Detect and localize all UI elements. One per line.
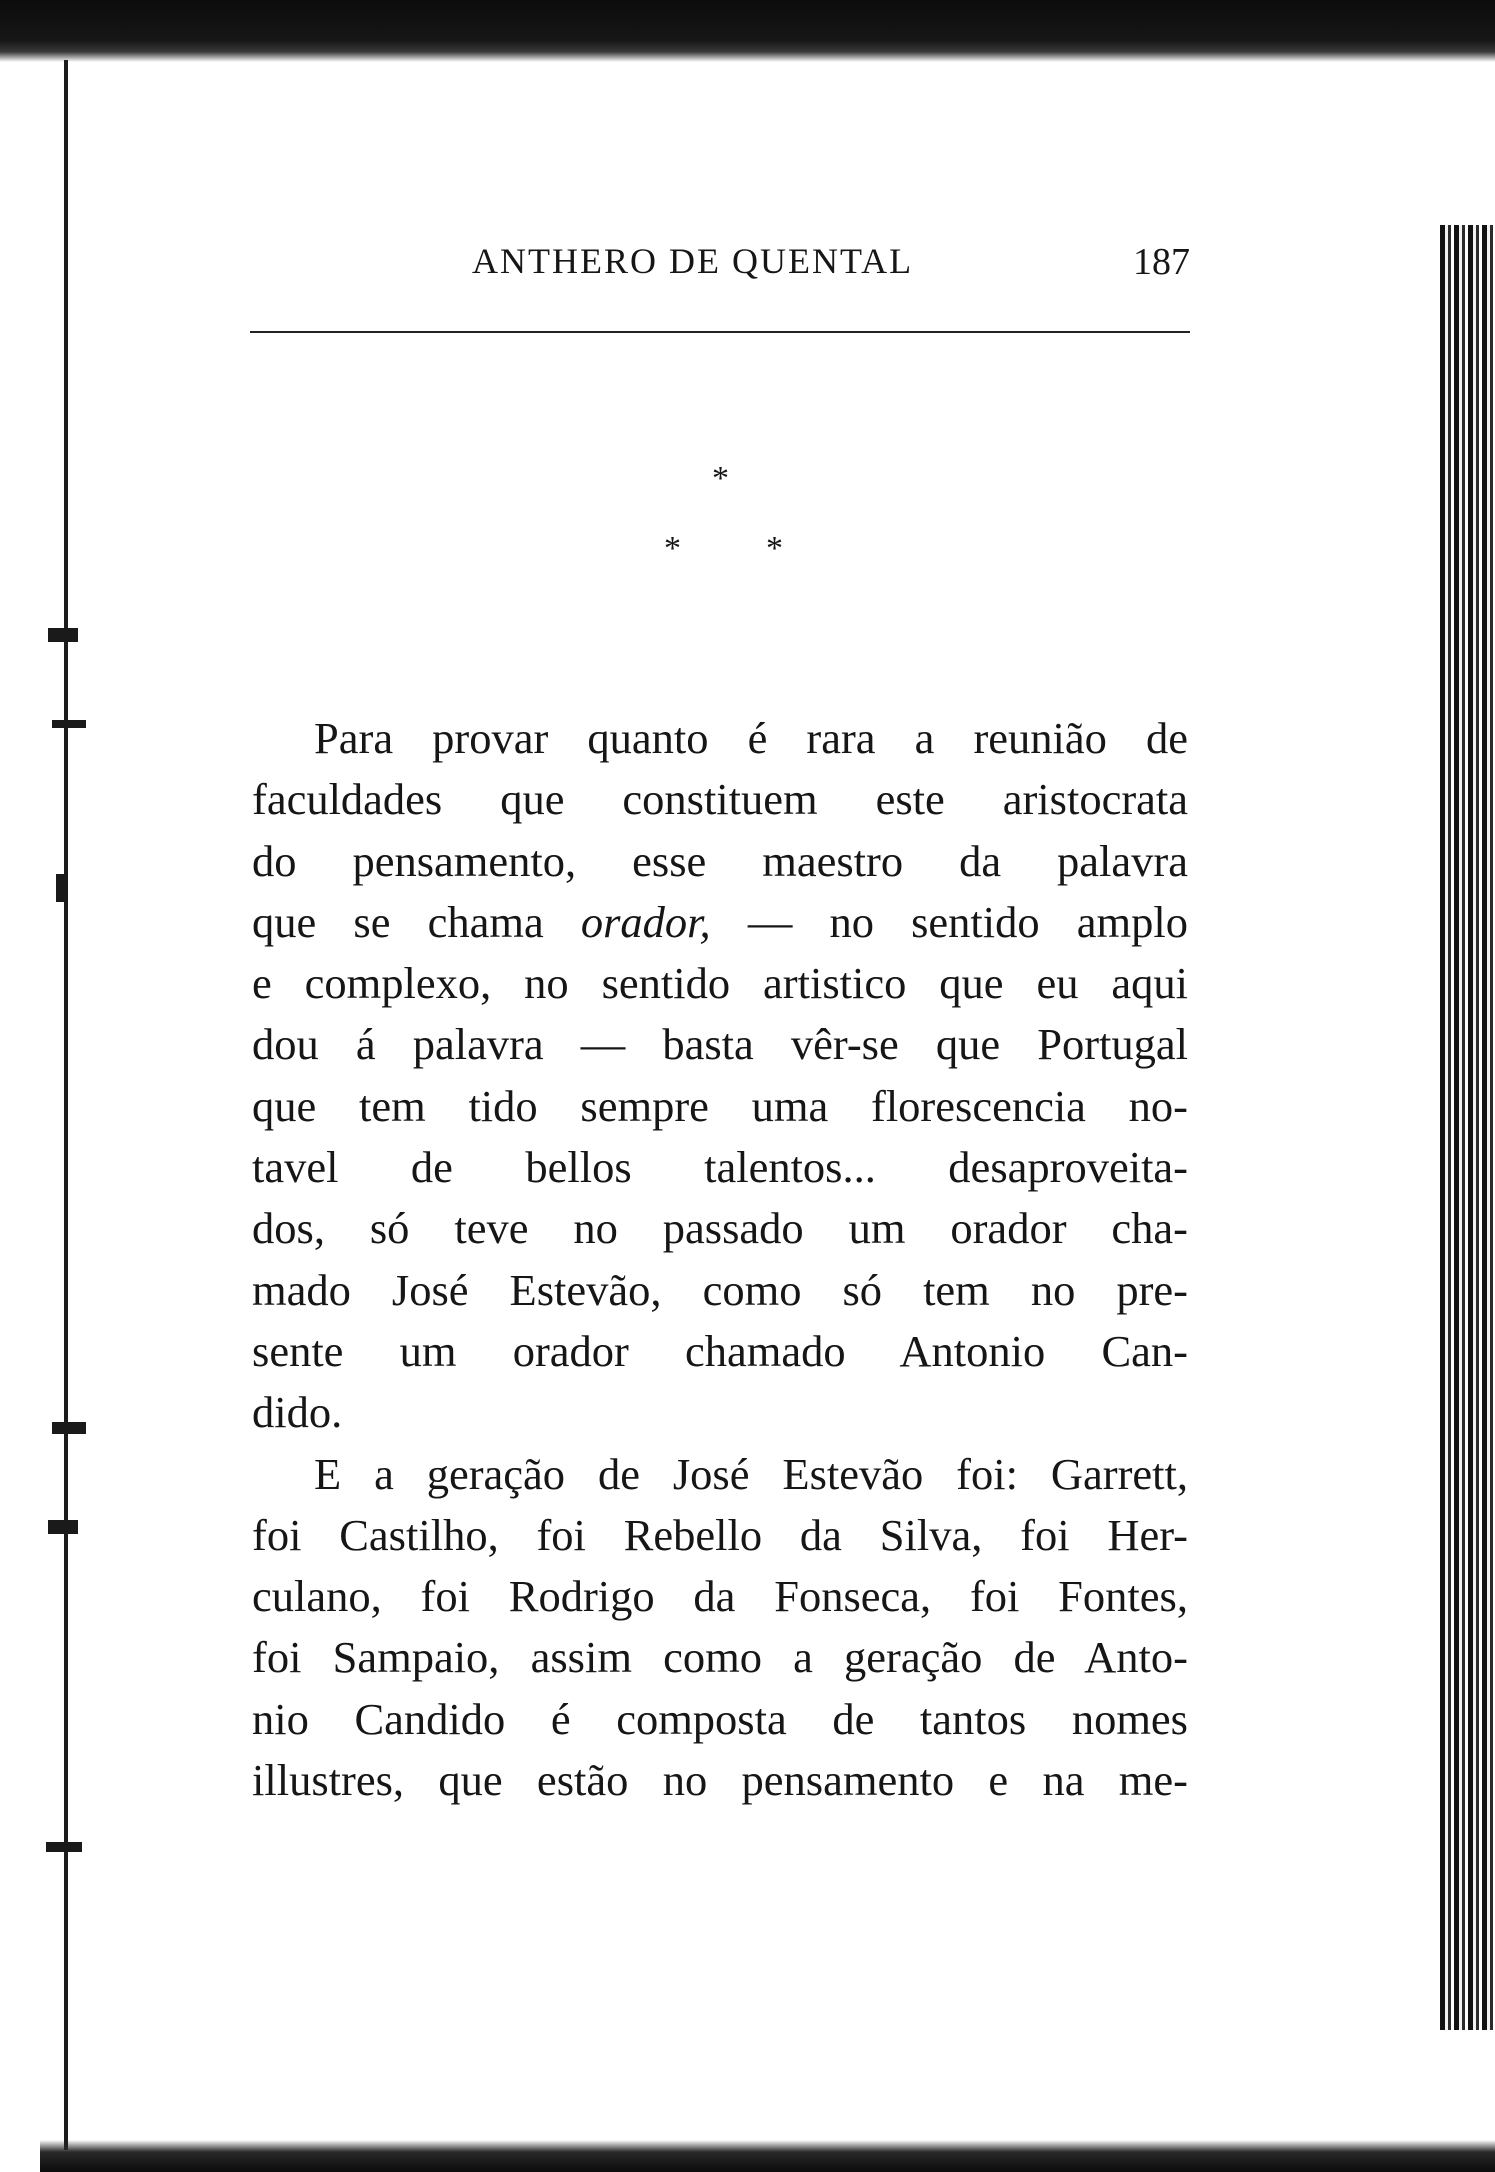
text-line: tavel de bellos talentos... desaproveita- [252,1142,1188,1193]
text-segment: que se chama [252,896,581,947]
italic-word: orador, [580,896,711,947]
text-line: dido. [252,1387,343,1438]
text-line: mado José Estevão, como só tem no pre- [252,1264,1188,1315]
header-rule [250,331,1190,333]
text-line: culano, foi Rodrigo da Fonseca, foi Fontes, [252,1571,1188,1622]
text-line: dos, só teve no passado um orador cha- [252,1203,1188,1254]
section-asterism [620,460,820,570]
asterism-left: * [664,530,681,567]
text-line: E a geração de José Estevão foi: Garrett, [314,1448,1188,1499]
text-segment: — no sentido amplo [710,896,1189,947]
page-number: 187 [1133,241,1190,283]
text-line [252,892,1188,953]
text-line: foi Castilho, foi Rebello da Silva, foi Her- [252,1509,1188,1560]
running-title: ANTHERO DE QUENTAL [472,241,914,281]
text-line: do pensamento, esse maestro da palavra [252,835,1188,886]
text-line: Para provar quanto é rara a reunião de [314,713,1188,763]
asterism-top: * [712,460,729,497]
body-text [252,708,1188,1811]
text-line: nio Candido é composta de tantos nomes [252,1693,1188,1744]
text-line: foi Sampaio, assim como a geração de Anto- [252,1632,1188,1683]
text-line: illustres, que estão no pensamento e na me- [252,1755,1188,1806]
text-line: faculdades que constituem este aristocrata [252,774,1188,825]
text-line: dou á palavra — basta vêr-se que Portugal [252,1019,1188,1070]
text-line: e complexo, no sentido artistico que eu aqui [252,958,1188,1009]
text-line: sente um orador chamado Antonio Can- [252,1325,1188,1376]
running-header [250,240,1190,290]
asterism-right: * [766,530,783,567]
text-line: que tem tido sempre uma florescencia no- [252,1080,1188,1131]
